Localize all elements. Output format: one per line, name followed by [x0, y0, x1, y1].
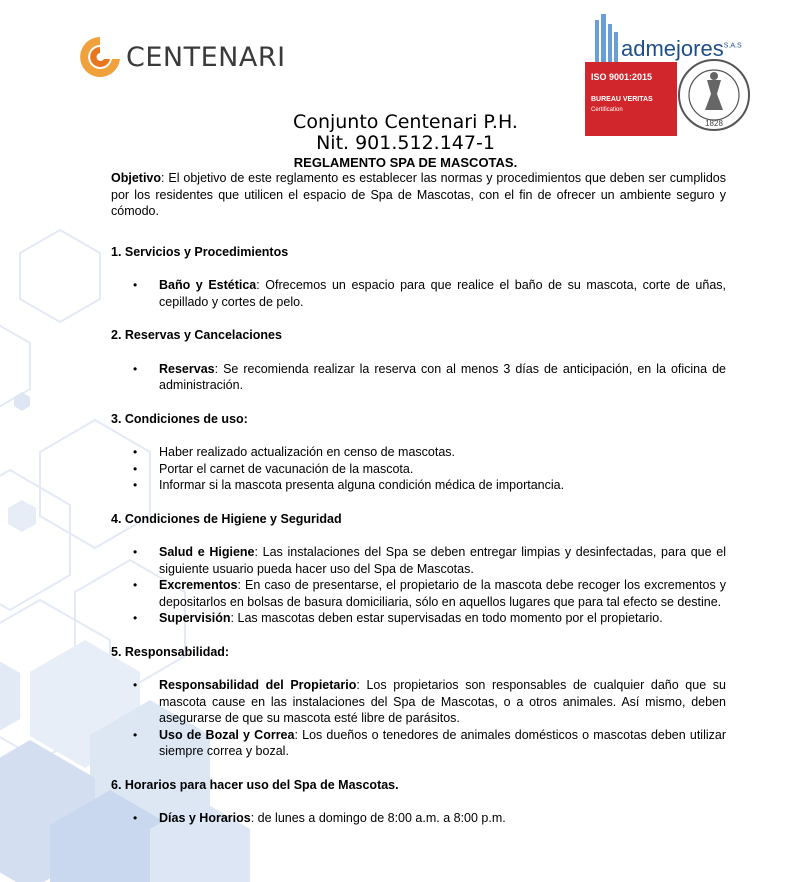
objective-label: Objetivo — [111, 171, 162, 185]
item-text: : En caso de presentarse, el propietario de la mascota debe recoger los excrementos y depositarlos en bolsas de basura domiciliaria, sólo en aquellos lugares que para tal efecto se destine. — [159, 578, 726, 609]
logo-text: CENTENARI — [126, 41, 286, 73]
section-heading: 6. Horarios para hacer uso del Spa de Mascotas. — [111, 777, 399, 792]
section-heading: 2. Reservas y Cancelaciones — [111, 328, 282, 342]
section-heading: 5. Responsabilidad: — [111, 644, 230, 659]
section-list — [111, 677, 726, 760]
list-item — [111, 277, 726, 310]
bureau-text: BUREAU VERITAS — [591, 96, 653, 103]
section-list — [111, 544, 726, 627]
list-item — [111, 361, 726, 394]
item-text: : Se recomienda realizar la reserva con al menos 3 días de anticipación, en la oficina de administración. — [159, 361, 726, 392]
item-label: Supervisión — [159, 611, 231, 625]
document-body — [111, 170, 726, 827]
list-item — [111, 677, 726, 727]
item-text: : de lunes a domingo de 8:00 a.m. a 8:00 p.m. — [250, 811, 506, 825]
item-text: : Las mascotas deben estar supervisadas en todo momento por el propietario. — [230, 611, 663, 625]
document-title: REGLAMENTO SPA DE MASCOTAS. — [293, 155, 518, 170]
list-item: • Informar si la mascota presenta alguna condición médica de importancia. — [111, 477, 726, 494]
brand-suffix: S.A.S — [723, 42, 742, 50]
item-text: : Las instalaciones del Spa se deben entregar limpias y desinfectadas, para que el siguiente usuario pueda hacer uso del Spa de Mascotas. — [159, 545, 726, 576]
centenari-logo-icon — [78, 35, 122, 79]
brand-name: admejores — [621, 36, 724, 61]
building-icon — [591, 14, 621, 62]
list-item — [111, 727, 726, 760]
section-heading: 3. Condiciones de uso: — [111, 411, 248, 426]
list-item: • Portar el carnet de vacunación de la mascota. — [111, 461, 726, 478]
item-label: Uso de Bozal y Correa — [159, 727, 295, 742]
item-text: : Los dueños o tenedores de animales domésticos o mascotas deben utilizar siempre correa y bozal. — [159, 727, 726, 758]
section-list — [111, 277, 726, 310]
list-item — [111, 810, 726, 827]
item-label: Excrementos — [159, 578, 238, 592]
list-item — [111, 577, 726, 610]
list-item — [111, 544, 726, 577]
objective-text: : El objetivo de este reglamento es establecer las normas y procedimientos que deben ser cumplidos por los residentes que utilicen el espacio de Spa de Mascotas, con el fin de ofrecer un ambiente seguro y cómodo. — [111, 171, 726, 218]
item-label: Reservas — [159, 361, 215, 376]
section-heading: 4. Condiciones de Higiene y Seguridad — [111, 511, 342, 526]
iso-text: ISO 9001:2015 — [591, 72, 653, 82]
item-label: Días y Horarios — [159, 811, 251, 825]
org-name: Conjunto Centenari P.H. — [293, 111, 518, 133]
section-heading: 1. Servicios y Procedimientos — [111, 244, 289, 259]
item-text: : Los propietarios son responsables de cualquier daño que su mascota cause en las instalaciones del Spa de Mascotas, o a otros animales. Así mismo, deben asegurarse de que su mascota esté libre de parásitos. — [159, 678, 726, 725]
item-label: Salud e Higiene — [159, 545, 255, 559]
section-list — [111, 810, 726, 827]
org-header — [0, 112, 811, 154]
section-list — [111, 444, 726, 494]
list-item — [111, 610, 726, 627]
centenari-logo — [78, 30, 286, 84]
org-nit: Nit. 901.512.147-1 — [316, 132, 495, 154]
item-text: : Ofrecemos un espacio para que realice el baño de su mascota, corte de uñas, cepillado y cortes de pelo. — [159, 278, 726, 309]
objective-paragraph — [111, 170, 726, 220]
certification-text: Certification — [591, 107, 623, 113]
list-item: • Haber realizado actualización en censo de mascotas. — [111, 444, 726, 461]
section-list — [111, 361, 726, 394]
item-label: Baño y Estética — [159, 278, 257, 292]
seal-year: 1828 — [705, 119, 723, 128]
item-label: Responsabilidad del Propietario — [159, 678, 357, 692]
